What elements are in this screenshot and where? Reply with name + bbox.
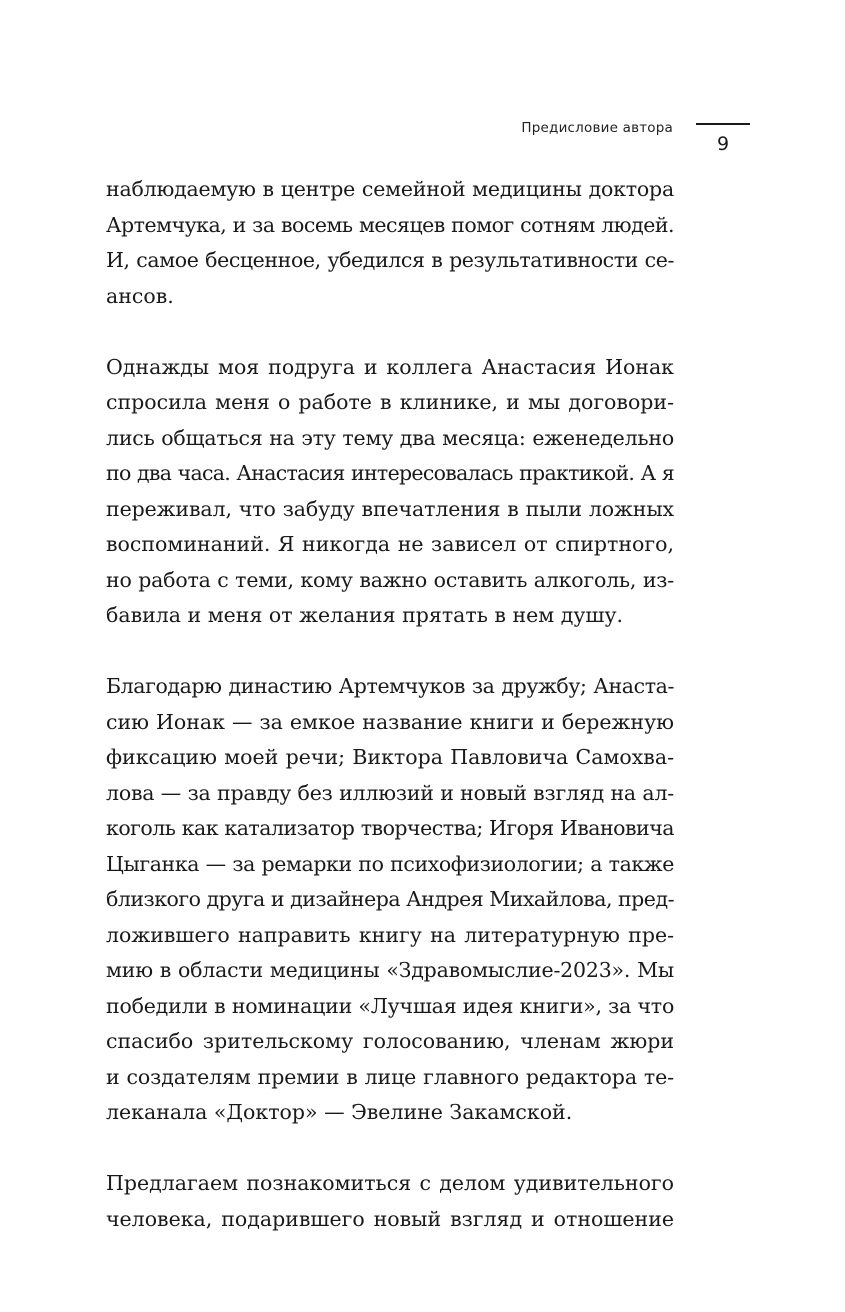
text-line: коголь как катализатор творчества; Игоря Ивановича <box>106 816 674 840</box>
text-line: Артемчука, и за восемь месяцев помог сотням людей. <box>106 212 674 237</box>
paragraph-2 <box>106 350 674 634</box>
folio-rule <box>696 123 750 125</box>
text-line: воспоминаний. Я никогда не зависел от спиртного, <box>106 532 674 556</box>
text-line: бавила и меня от желания прятать в нем душу. <box>106 603 624 627</box>
text-line: леканала «Доктор» — Эвелине Закамской. <box>106 1100 573 1124</box>
paragraph-1 <box>106 172 674 314</box>
text-line: Предлагаем познакомиться с делом удивительного <box>106 1171 674 1195</box>
text-line: переживал, что забуду впечатления в пыли ложных <box>106 496 674 521</box>
text-line: сию Ионак — за емкое название книги и бережную <box>106 709 674 734</box>
text-line: человека, подарившего новый взгляд и отношение <box>106 1206 674 1231</box>
paragraph-3 <box>106 669 674 1131</box>
text-line: но работа с теми, кому важно оставить алкоголь, из- <box>106 567 674 592</box>
page-number: 9 <box>716 133 730 155</box>
text-line: лова — за правду без иллюзий и новый взгляд на ал- <box>106 780 674 805</box>
text-line: мию в области медицины «Здравомыслие-2023». Мы <box>106 958 674 982</box>
text-line: наблюдаемую в центре семейной медицины доктора <box>106 177 674 201</box>
body-text <box>106 172 674 1273</box>
text-line: И, самое бесценное, убедился в результативности се- <box>106 248 674 272</box>
text-line: победили в номинации «Лучшая идея книги», за что <box>106 993 675 1018</box>
text-line: спасибо зрительскому голосованию, членам жюри <box>106 1029 674 1053</box>
text-line: Благодарю династию Артемчуков за дружбу; Анаста- <box>106 674 674 698</box>
text-line: спросила меня о работе в клинике, и мы договори- <box>106 390 674 414</box>
text-line: фиксацию моей речи; Виктора Павловича Самохва- <box>106 745 674 769</box>
text-line: по два часа. Анастасия интересовалась практикой. А я <box>106 461 674 485</box>
running-head-title: Предисловие автора <box>521 120 673 136</box>
text-line: ансов. <box>106 283 174 308</box>
text-line: Цыганка — за ремарки по психофизиологии; а также <box>106 851 674 876</box>
text-line: и создателям премии в лице главного редактора те- <box>106 1064 674 1089</box>
text-line: Однажды моя подруга и коллега Анастасия Ионак <box>106 354 674 379</box>
text-line: лись общаться на эту тему два месяца: еженедельно <box>106 425 674 450</box>
paragraph-4 <box>106 1166 674 1237</box>
text-line: близкого друга и дизайнера Андрея Михайлова, пред- <box>106 887 674 911</box>
text-line: ложившего направить книгу на литературную пре- <box>106 922 674 947</box>
